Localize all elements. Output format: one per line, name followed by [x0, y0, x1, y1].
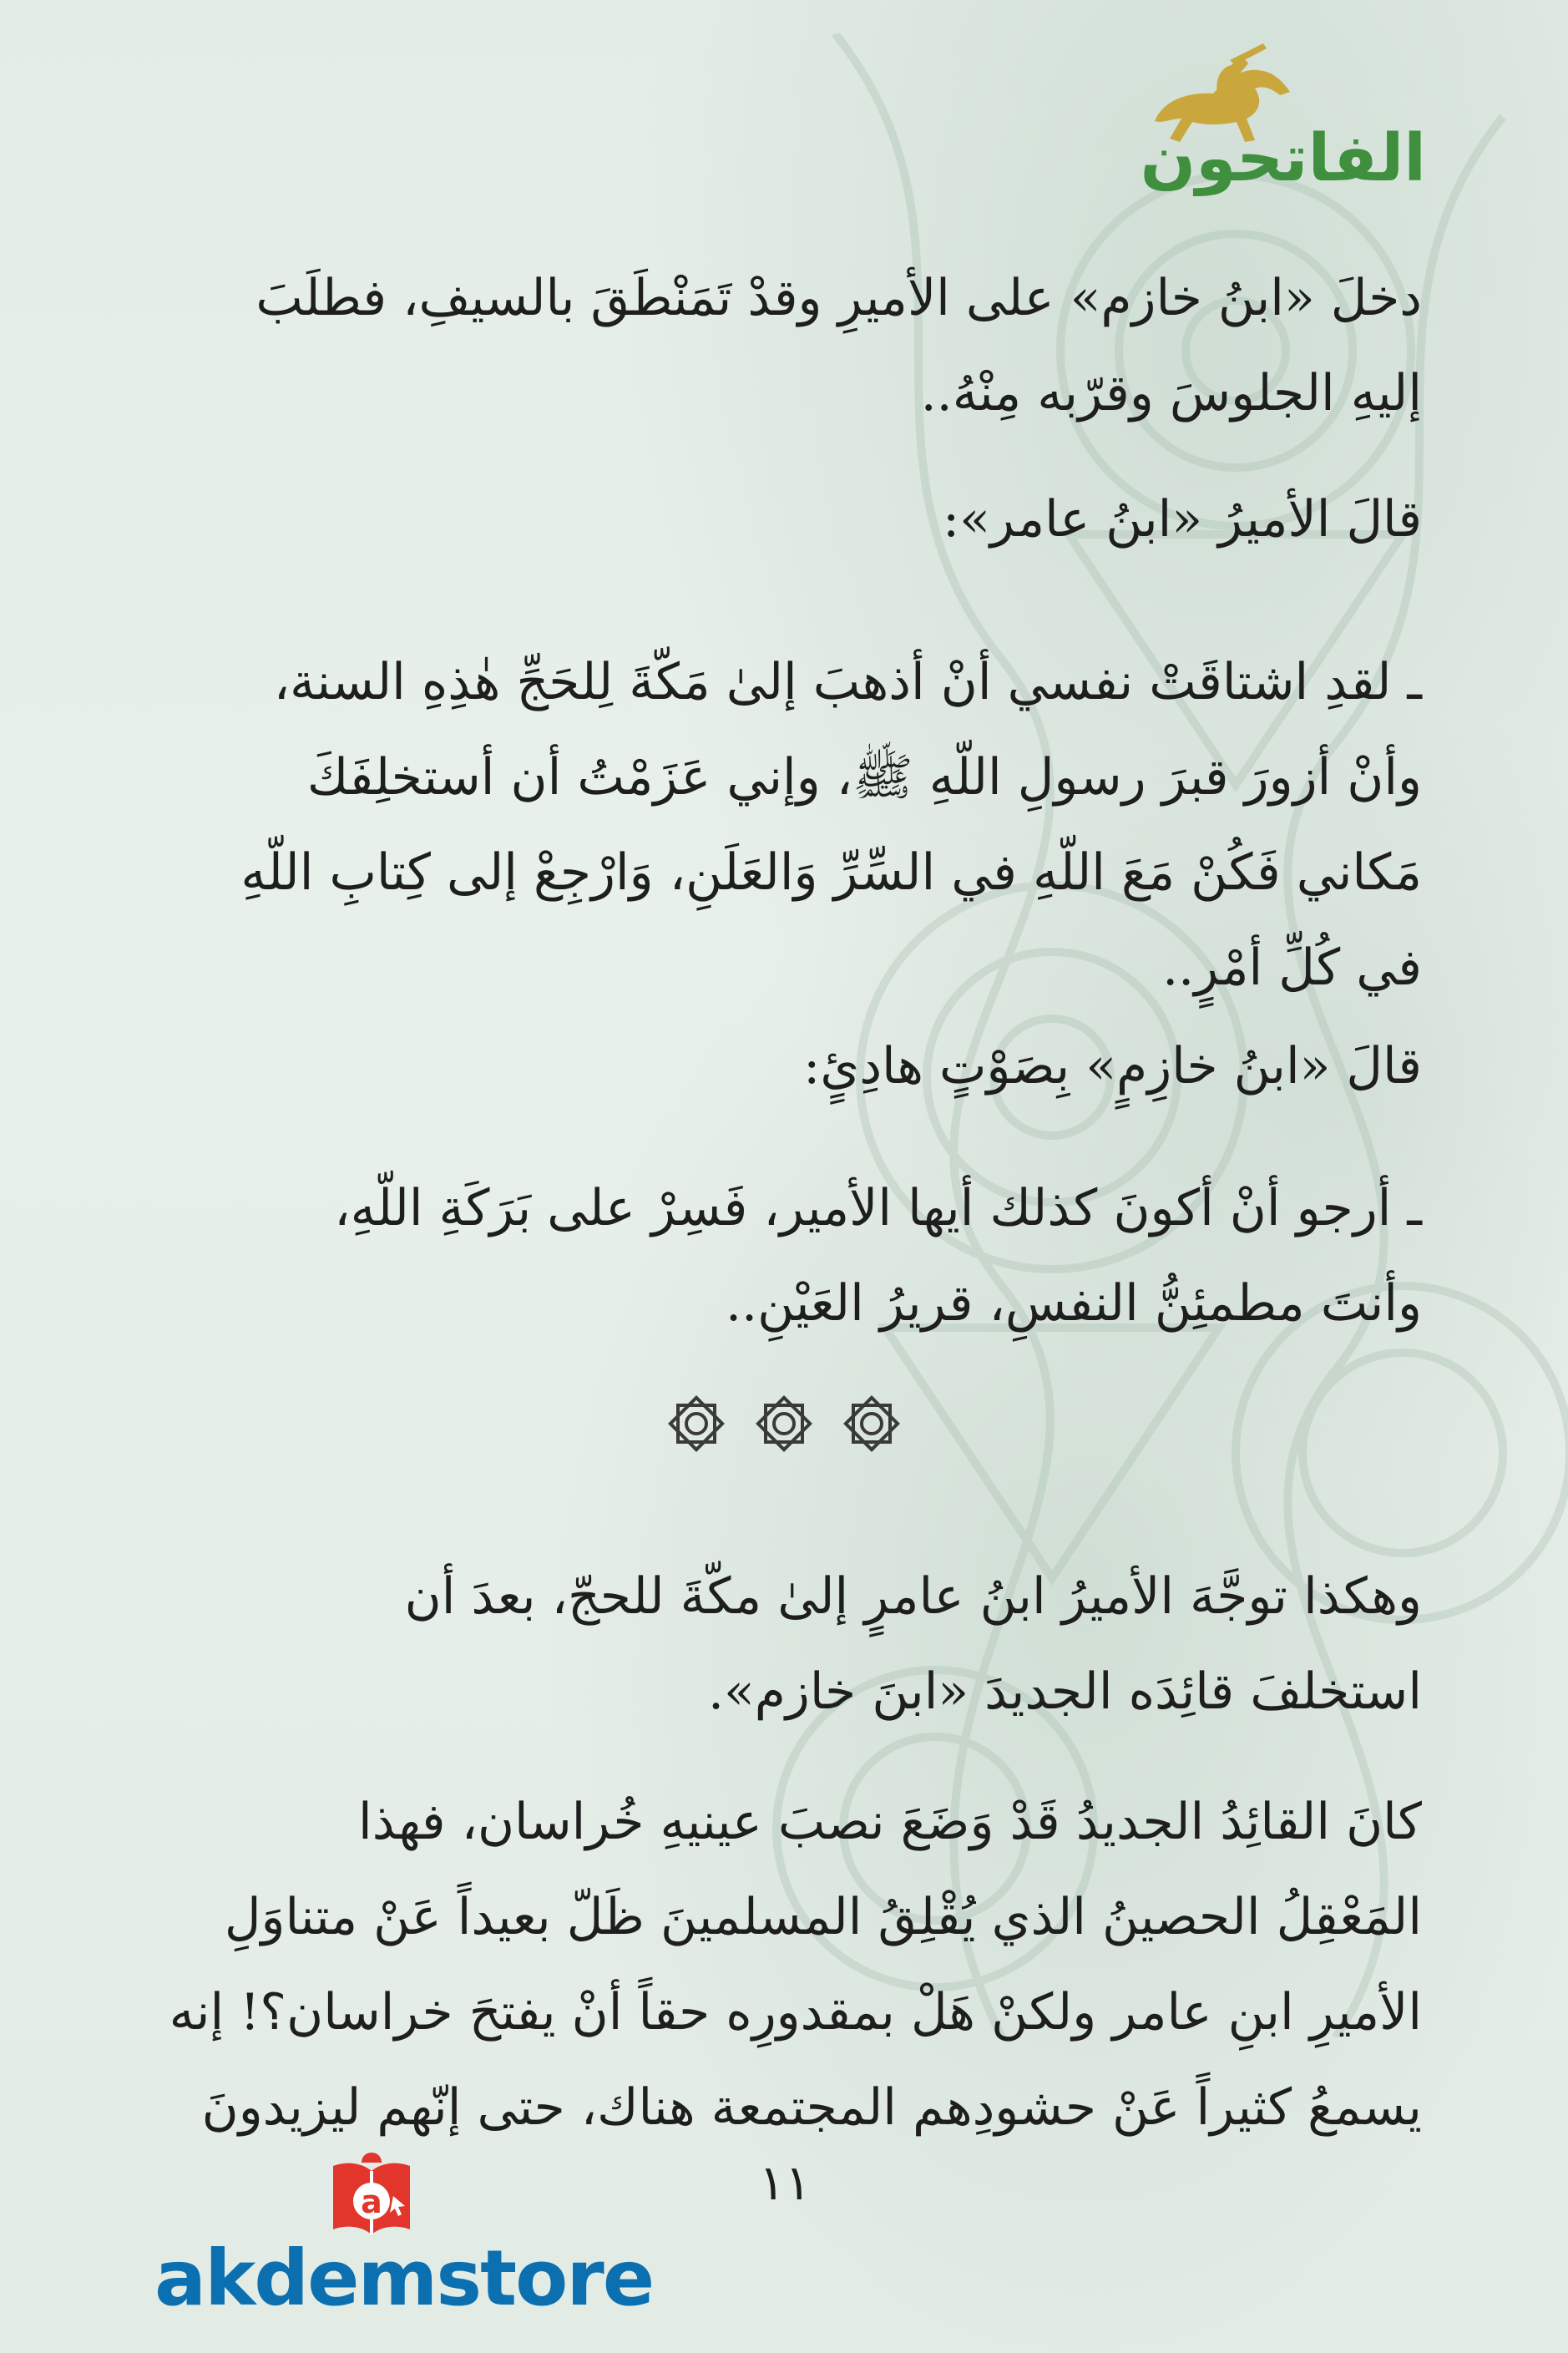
text-line: وأنْ أزورَ قبرَ رسولِ اللّهِ ﷺ، وإني عَزَمْتُ أن أستخلِفَكَ [306, 748, 1422, 807]
text-line: وأنتَ مطمئِنُّ النفسِ، قريرُ العَيْنِ.. [725, 1274, 1422, 1333]
chapter-title: الفاتحون [1140, 121, 1426, 196]
text-line: الأميرِ ابنِ عامر ولكنْ هَلْ بمقدورِه حقاً أنْ يفتحَ خراسان؟! إنه [169, 1983, 1422, 2042]
text-line: كانَ القائِدُ الجديدُ قَدْ وَضَعَ نصبَ عينيهِ خُراسان، فهذا [358, 1793, 1422, 1851]
text-line: دخلَ «ابنُ خازم» على الأميرِ وقدْ تَمَنْطَقَ بالسيفِ، فطلَبَ [255, 269, 1422, 327]
paragraph-2 [153, 472, 1422, 567]
store-logo-text: akdemstore [154, 2234, 654, 2323]
logo-icon-letter: a [361, 2183, 382, 2220]
text-line: ـ أرجو أنْ أكونَ كذلك أيها الأمير، فَسِرْ على بَرَكَةِ اللّهِ، [334, 1179, 1422, 1237]
ornament-star-icon [751, 1390, 817, 1457]
chapter-header [1140, 33, 1434, 209]
ornament-star-icon [838, 1390, 905, 1457]
paragraph-1 [153, 250, 1422, 441]
paragraph-4 [153, 1019, 1422, 1114]
text-line: ـ لقدِ اشتاقَتْ نفسي أنْ أذهبَ إلىٰ مَكّةَ لِلحَجِّ هٰذِهِ السنة، [273, 653, 1422, 711]
page-number: ١١ [758, 2154, 812, 2211]
ornament-star-icon [663, 1390, 730, 1457]
text-line: قالَ الأميرُ «ابنُ عامر»: [942, 490, 1422, 549]
text-line: إليهِ الجلوسَ وقرّبه مِنْهُ.. [920, 364, 1422, 423]
text-line: المَعْقِلُ الحصينُ الذي يُقْلِقُ المسلمينَ ظَلّ بعيداً عَنْ متناوَلِ [224, 1888, 1422, 1946]
paragraph-3 [153, 635, 1422, 1015]
text-line: وهكذا توجَّهَ الأميرُ ابنُ عامرٍ إلىٰ مكّةَ للحجّ، بعدَ أن [404, 1567, 1422, 1626]
text-line: قالَ «ابنُ خازِمٍ» بِصَوْتٍ هادِئٍ: [803, 1037, 1422, 1096]
paragraph-5 [153, 1161, 1422, 1351]
paragraph-7 [153, 1774, 1422, 2155]
section-divider [0, 1390, 1568, 1482]
book-store-logo-icon [321, 2146, 422, 2246]
text-line: يسمعُ كثيراً عَنْ حشودِهم المجتمعة هناك، حتى إنّهم ليزيدونَ [201, 2078, 1422, 2137]
paragraph-6 [153, 1549, 1422, 1739]
store-watermark-logo [154, 2146, 654, 2323]
text-line: في كُلِّ أمْرٍ.. [1162, 939, 1422, 997]
text-line: مَكاني فَكُنْ مَعَ اللّهِ في السِّرِّ وَالعَلَنِ، وَارْجِعْ إلى كِتابِ اللّهِ [240, 843, 1422, 902]
text-line: استخلفَ قائِدَه الجديدَ «ابنَ خازم». [707, 1662, 1422, 1721]
